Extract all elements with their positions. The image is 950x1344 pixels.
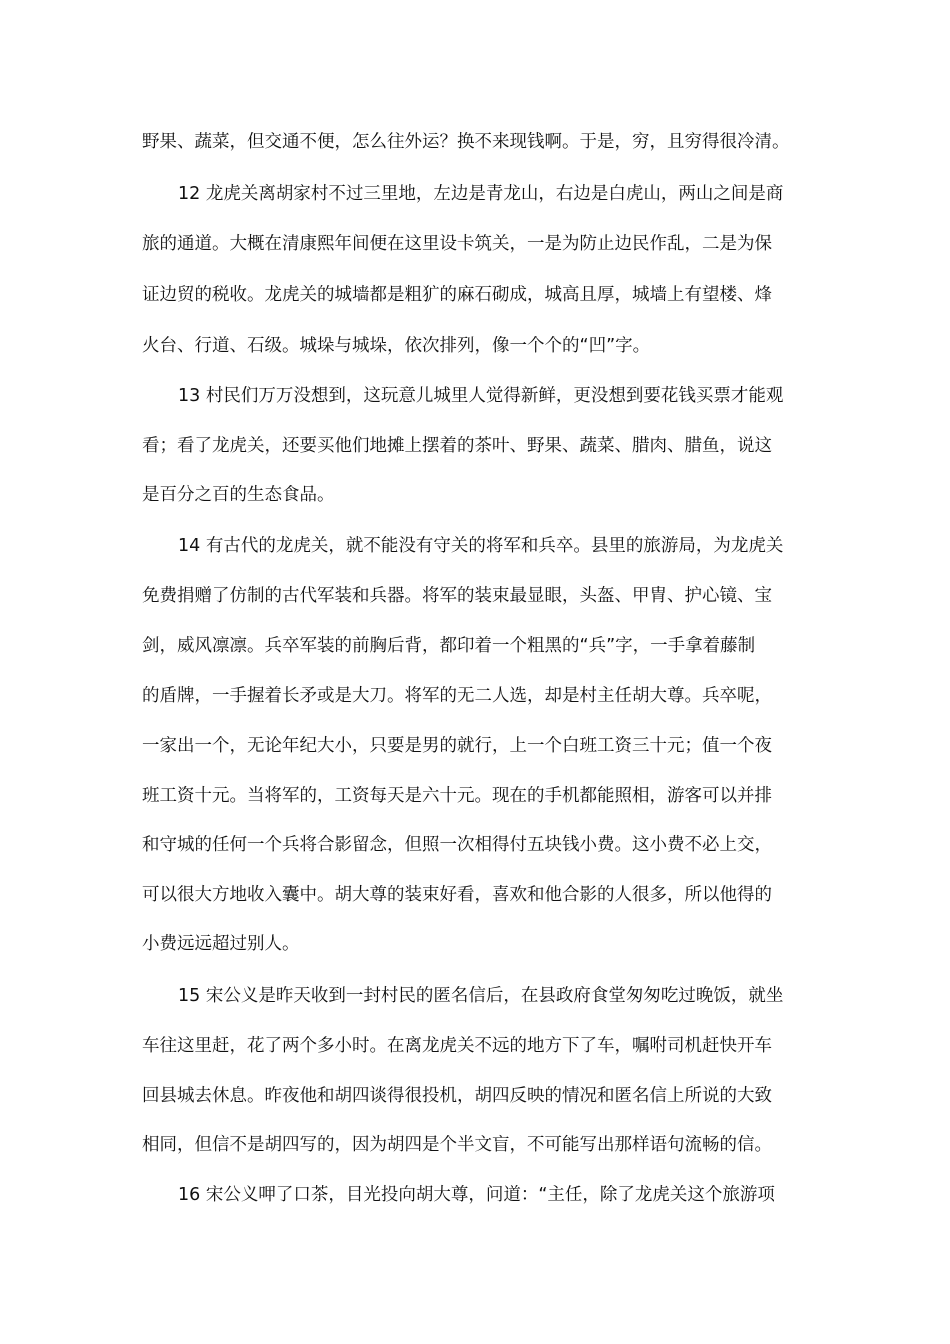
text-line: 14 有古代的龙虎关，就不能没有守关的将军和兵卒。县里的旅游局，为龙虎关 xyxy=(178,536,784,556)
text-line: 小费远远超过别人。 xyxy=(142,934,300,954)
text-line: 是百分之百的生态食品。 xyxy=(142,485,335,505)
text-line: 13 村民们万万没想到，这玩意儿城里人觉得新鲜，更没想到要花钱买票才能观 xyxy=(178,386,784,406)
text-line: 剑，威风凛凛。兵卒军装的前胸后背，都印着一个粗黑的“兵”字，一手拿着藤制 xyxy=(142,636,756,656)
text-line: 火台、行道、石级。城垛与城垛，依次排列，像一个个的“凹”字。 xyxy=(142,336,651,356)
text-line: 班工资十元。当将军的，工资每天是六十元。现在的手机都能照相，游客可以并排 xyxy=(142,786,772,806)
text-line: 野果、蔬菜，但交通不便，怎么往外运？换不来现钱啊。于是，穷，且穷得很冷清。 xyxy=(142,132,790,152)
text-line: 和守城的任何一个兵将合影留念，但照一次相得付五块钱小费。这小费不必上交， xyxy=(142,835,772,855)
text-line: 的盾牌，一手握着长矛或是大刀。将军的无二人选，却是村主任胡大尊。兵卒呢， xyxy=(142,686,772,706)
text-line: 可以很大方地收入囊中。胡大尊的装束好看，喜欢和他合影的人很多，所以他得的 xyxy=(142,885,772,905)
text-line: 一家出一个，无论年纪大小，只要是男的就行，上一个白班工资三十元；值一个夜 xyxy=(142,736,772,756)
text-line: 旅的通道。大概在清康熙年间便在这里设卡筑关，一是为防止边民作乱，二是为保 xyxy=(142,234,772,254)
text-line: 相同，但信不是胡四写的，因为胡四是个半文盲，不可能写出那样语句流畅的信。 xyxy=(142,1135,772,1155)
text-line: 回县城去休息。昨夜他和胡四谈得很投机，胡四反映的情况和匿名信上所说的大致 xyxy=(142,1086,772,1106)
text-line: 16 宋公义呷了口茶，目光投向胡大尊，问道：“主任，除了龙虎关这个旅游项 xyxy=(178,1185,775,1205)
text-line: 15 宋公义是昨天收到一封村民的匿名信后，在县政府食堂匆匆吃过晚饭，就坐 xyxy=(178,986,784,1006)
text-line: 看；看了龙虎关，还要买他们地摊上摆着的茶叶、野果、蔬菜、腊肉、腊鱼，说这 xyxy=(142,436,772,456)
text-line: 车往这里赶，花了两个多小时。在离龙虎关不远的地方下了车，嘱咐司机赶快开车 xyxy=(142,1036,772,1056)
text-line: 12 龙虎关离胡家村不过三里地，左边是青龙山，右边是白虎山，两山之间是商 xyxy=(178,184,784,204)
text-line: 免费捐赠了仿制的古代军装和兵器。将军的装束最显眼，头盔、甲胄、护心镜、宝 xyxy=(142,586,772,606)
text-line: 证边贸的税收。龙虎关的城墙都是粗犷的麻石砌成，城高且厚，城墙上有望楼、烽 xyxy=(142,285,772,305)
